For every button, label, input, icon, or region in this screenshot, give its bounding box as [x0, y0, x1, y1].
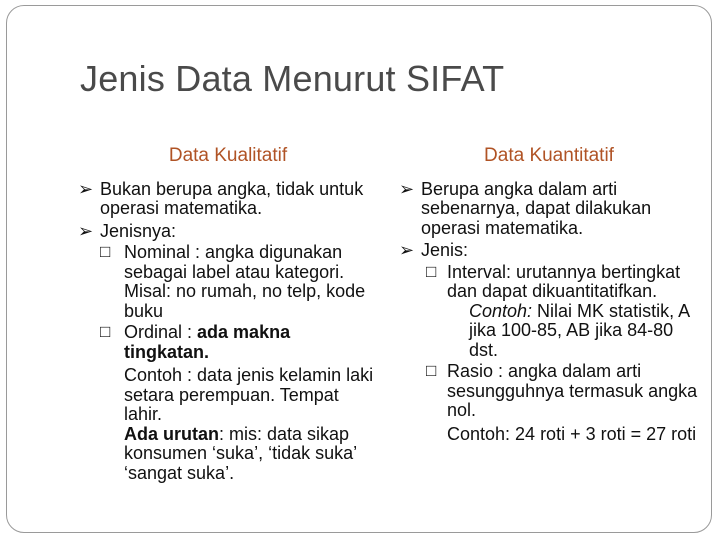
- paragraph-italic: Contoh:: [469, 300, 533, 321]
- bullet-item: [78, 180, 378, 219]
- sub-bullet-item: [399, 263, 699, 302]
- bullet-text: Berupa angka dalam arti sebenarnya, dapat dilakukan operasi matematika.: [421, 178, 652, 238]
- square-bullet-icon: □: [426, 361, 437, 380]
- bullet-item: [399, 241, 699, 261]
- sub-bullet-text: Rasio : angka dalam arti sesungguhnya termasuk angka nol.: [447, 361, 698, 420]
- square-bullet-icon: □: [100, 322, 111, 341]
- paragraph: [78, 425, 378, 484]
- sub-bullet-text: Nominal : angka digunakan sebagai label atau kategori. Misal: no rumah, no telp, kode buku: [124, 242, 366, 321]
- sub-bullet-item: [78, 243, 378, 321]
- bullet-text: Jenis:: [421, 240, 469, 260]
- sub-bullet-text: Ordinal :: [124, 322, 198, 342]
- bullet-item: [399, 180, 699, 239]
- sub-bullet-item: [399, 362, 699, 421]
- sub-bullet-bold: ada makna tingkatan.: [124, 322, 291, 362]
- arrow-bullet-icon: ➢: [78, 220, 94, 241]
- bullet-text: Bukan berupa angka, tidak untuk operasi matematika.: [100, 178, 364, 218]
- quantitative-heading: Data Kuantitatif: [484, 145, 614, 166]
- bullet-text: Jenisnya:: [100, 220, 177, 241]
- bullet-item: [78, 222, 378, 242]
- sub-bullet-item: [78, 323, 378, 362]
- paragraph: Contoh: 24 roti + 3 roti = 27 roti: [447, 423, 697, 444]
- arrow-bullet-icon: ➢: [399, 178, 415, 199]
- slide-title: Jenis Data Menurut SIFAT: [80, 58, 505, 99]
- paragraph: Contoh : data jenis kelamin laki setara perempuan. Tempat lahir.: [124, 365, 374, 424]
- paragraph: [399, 302, 699, 361]
- paragraph-bold: Ada urutan: [124, 423, 220, 444]
- arrow-bullet-icon: ➢: [78, 178, 94, 199]
- square-bullet-icon: □: [100, 242, 111, 261]
- qualitative-heading: Data Kualitatif: [168, 145, 288, 166]
- paragraph-text: Nilai MK statistik, A jika 100-85, AB jika 84-80 dst.: [469, 300, 690, 360]
- qualitative-column: [78, 146, 378, 483]
- arrow-bullet-icon: ➢: [399, 240, 415, 260]
- quantitative-column: [399, 146, 699, 444]
- paragraph-text: : mis: data sikap konsumen ‘suka’, ‘tidak suka’ ‘sangat suka’.: [124, 423, 357, 483]
- sub-bullet-text: Interval: urutannya bertingkat dan dapat dikuantitatifkan.: [447, 261, 681, 301]
- square-bullet-icon: □: [426, 261, 437, 281]
